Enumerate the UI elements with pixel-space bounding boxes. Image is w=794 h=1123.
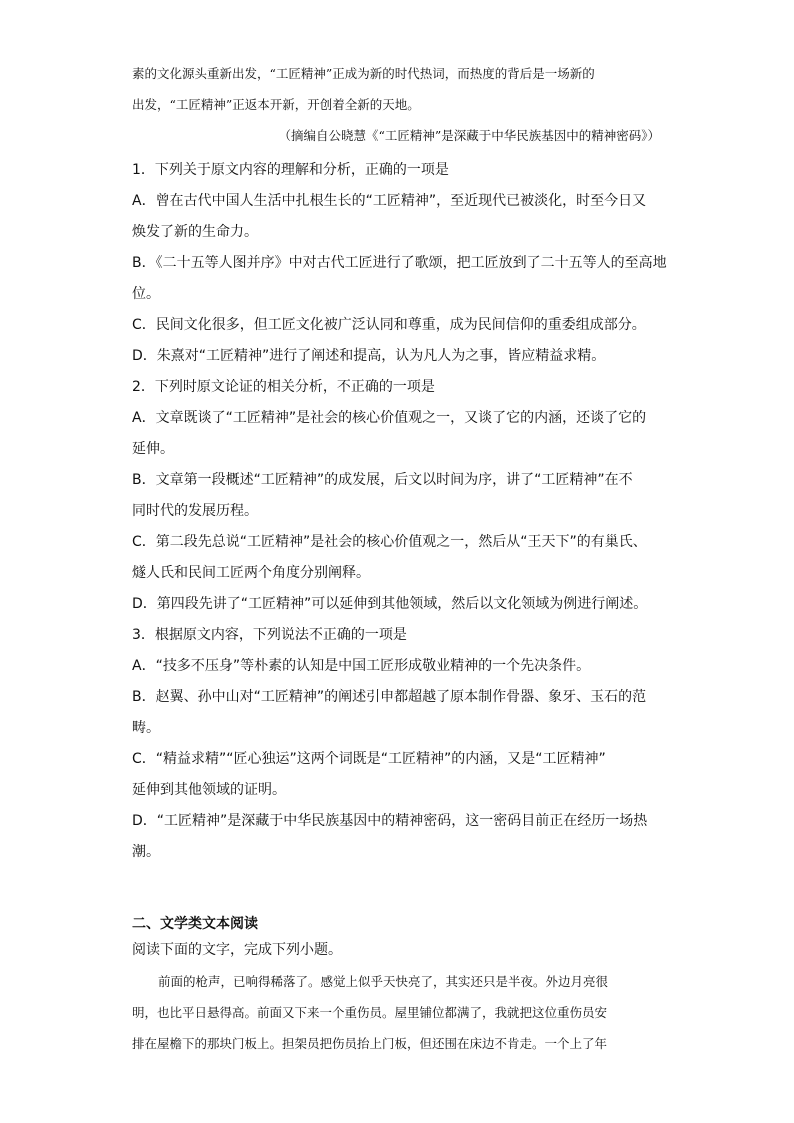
passage-line: 素的文化源头重新出发，“工匠精神”正成为新的时代热词，而热度的背后是一场新的 (132, 66, 595, 81)
q2-option-a-cont: 延伸。 (132, 441, 174, 457)
passage-line: 明，也比平日悬得高。前面又下来一个重伤员。屋里铺位都满了，我就把这位重伤员安 (132, 1005, 608, 1020)
passage-line: 排在屋檐下的那块门板上。担架员把伤员抬上门板，但还围在床边不肯走。一个上了年 (132, 1036, 608, 1051)
q1-option-a: A．曾在古代中国人生活中扎根生长的“工匠精神”，至近现代已被淡化，时至今日又 (132, 193, 647, 209)
q1-option-b-cont: 位。 (132, 286, 160, 302)
q1-option-c: C．民间文化很多，但工匠文化被广泛认同和尊重，成为民间信仰的重委组成部分。 (132, 317, 646, 333)
q1-option-d: D．朱熹对“工匠精神”进行了阐述和提高，认为凡人为之事，皆应精益求精。 (132, 348, 606, 364)
question-2-stem: 2．下列时原文论证的相关分析，不正确的一项是 (132, 379, 435, 395)
q2-option-d: D．第四段先讲了“工匠精神”可以延伸到其他领域，然后以文化领域为例进行阐述。 (132, 596, 648, 612)
q3-option-b-cont: 畴。 (132, 720, 160, 736)
question-1-stem: 1．下列关于原文内容的理解和分析，正确的一项是 (132, 162, 449, 178)
question-list (132, 155, 672, 868)
q2-option-b-cont: 同时代的发展历程。 (132, 503, 258, 519)
q3-option-d-cont: 潮。 (132, 844, 160, 860)
q3-option-d: D．“工匠精神”是深藏于中华民族基因中的精神密码，这一密码目前正在经历一场热 (132, 813, 648, 829)
question-3-stem: 3．根据原文内容，下列说法不正确的一项是 (132, 627, 407, 643)
section-instruction: 阅读下面的文字，完成下列小题。 (132, 942, 342, 958)
passage-continuation (132, 58, 672, 151)
q2-option-a: A．文章既谈了“工匠精神”是社会的核心价值观之一，又谈了它的内涵，还谈了它的 (132, 410, 647, 426)
q3-option-c-cont: 延伸到其他领域的证明。 (132, 782, 286, 798)
q1-option-b: B．《二十五等人图并序》中对古代工匠进行了歌颂，把工匠放到了二十五等人的至高地 (132, 255, 667, 271)
q1-option-a-cont: 焕发了新的生命力。 (132, 224, 258, 240)
passage-source: （摘编自公晓慧《“工匠精神”是深藏于中华民族基因中的精神密码》） (278, 128, 660, 143)
section-2 (132, 911, 672, 963)
literary-passage (132, 966, 672, 1059)
q2-option-c-cont: 燧人氏和民间工匠两个角度分别阐释。 (132, 565, 370, 581)
q3-option-a: A．“技多不压身”等朴素的认知是中国工匠形成敬业精神的一个先决条件。 (132, 658, 591, 674)
section-heading: 二、文学类文本阅读 (132, 916, 258, 932)
passage-line: 出发，“工匠精神”正返本开新，开创着全新的天地。 (132, 97, 420, 112)
q2-option-c: C．第二段先总说“工匠精神”是社会的核心价值观之一，然后从“王天下”的有巢氏、 (132, 534, 647, 550)
q3-option-c: C．“精益求精”“匠心独运”这两个词既是“工匠精神”的内涵，又是“工匠精神” (132, 751, 606, 767)
q3-option-b: B．赵翼、孙中山对“工匠精神”的阐述引申都超越了原本制作骨器、象牙、玉石的范 (132, 689, 647, 705)
q2-option-b: B．文章第一段概述“工匠精神”的成发展，后文以时间为序，讲了“工匠精神”在不 (132, 472, 633, 488)
passage-line: 前面的枪声，已响得稀落了。感觉上似乎天快亮了，其实还只是半夜。外边月亮很 (158, 974, 609, 989)
